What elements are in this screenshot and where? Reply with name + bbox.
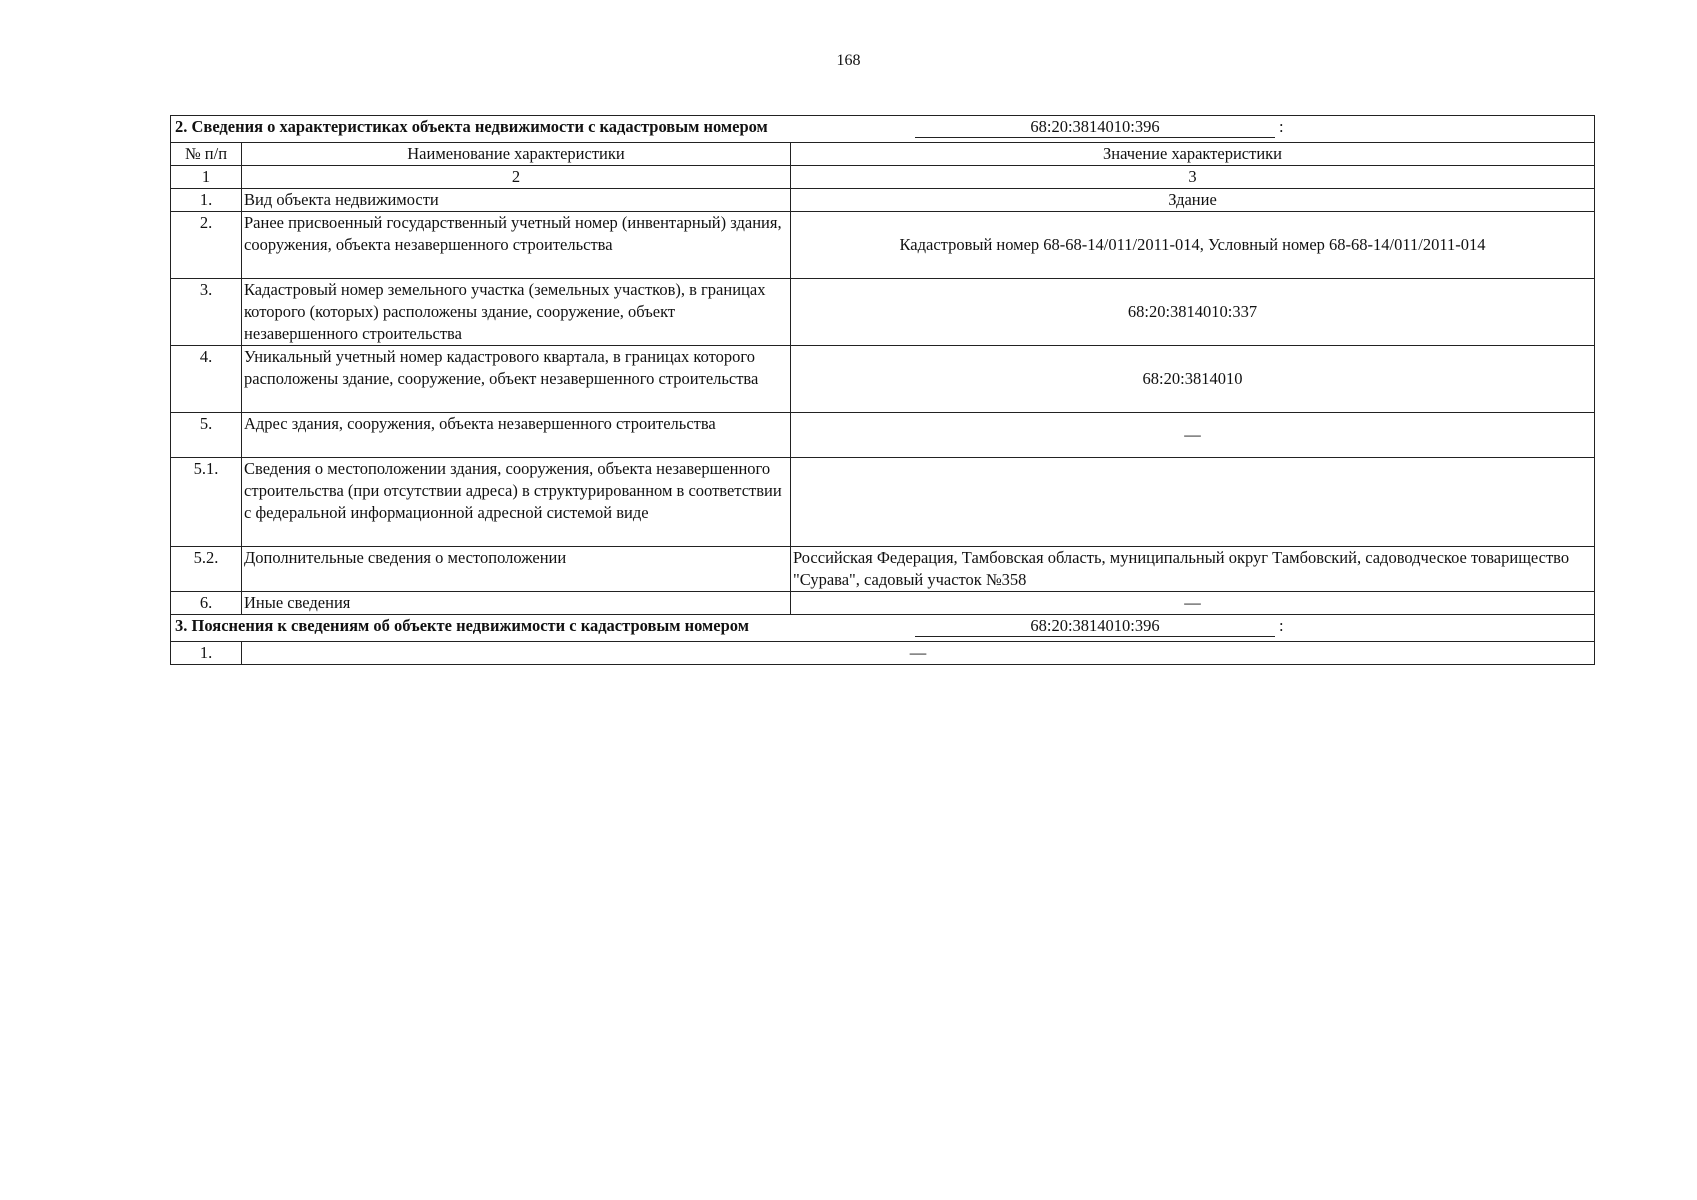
- row-value: [791, 458, 1595, 547]
- row-value: 68:20:3814010:337: [791, 279, 1595, 346]
- table-row: [171, 212, 1595, 279]
- row-value: Здание: [791, 189, 1595, 212]
- row-num: 1.: [171, 189, 242, 212]
- row-num: 3.: [171, 279, 242, 346]
- row-name: Кадастровый номер земельного участка (земельных участков), в границах которого (которых) расположены здание, сооружение, объект незавершенного строительства: [242, 279, 791, 346]
- header-num: № п/п: [171, 143, 242, 166]
- row-name: Уникальный учетный номер кадастрового квартала, в границах которого расположены здание, сооружение, объект незавершенного строительства: [242, 346, 791, 413]
- section-3-title: 3. Пояснения к сведениям об объекте недвижимости с кадастровым номером: [175, 616, 749, 635]
- row-name: Ранее присвоенный государственный учетный номер (инвентарный) здания, сооружения, объекта незавершенного строительства: [242, 212, 791, 279]
- table-row: [171, 346, 1595, 413]
- row-value: Российская Федерация, Тамбовская область, муниципальный округ Тамбовский, садоводческое товарищество "Сурава", садовый участок №358: [791, 547, 1595, 592]
- row-value: 68:20:3814010: [791, 346, 1595, 413]
- page-number: 168: [836, 52, 861, 69]
- row-num: 2.: [171, 212, 242, 279]
- row-name: Вид объекта недвижимости: [242, 189, 791, 212]
- row-name: Иные сведения: [242, 592, 791, 615]
- row-num: 4.: [171, 346, 242, 413]
- section-3-heading: [171, 615, 1595, 642]
- row-value: Кадастровый номер 68-68-14/011/2011-014, Условный номер 68-68-14/011/2011-014: [791, 212, 1595, 279]
- index-value: 3: [791, 166, 1595, 189]
- row-num: 5.1.: [171, 458, 242, 547]
- row-value: —: [791, 592, 1595, 615]
- row-num: 6.: [171, 592, 242, 615]
- table-row: [171, 547, 1595, 592]
- table-row: [171, 413, 1595, 458]
- section-3-kadastr-number: 68:20:3814010:396: [915, 616, 1275, 637]
- table-row: [171, 189, 1595, 212]
- header-name: Наименование характеристики: [242, 143, 791, 166]
- table-row: [171, 279, 1595, 346]
- row-value: —: [242, 642, 1595, 665]
- row-name: Адрес здания, сооружения, объекта незавершенного строительства: [242, 413, 791, 458]
- section-2-colon: :: [1279, 117, 1284, 136]
- section-3-heading-row: [171, 615, 1595, 642]
- row-value: —: [791, 413, 1595, 458]
- table-header-row: [171, 143, 1595, 166]
- table-row: [171, 458, 1595, 547]
- section-2-heading-row: [171, 116, 1595, 143]
- section-2-title: 2. Сведения о характеристиках объекта недвижимости с кадастровым номером: [175, 117, 768, 136]
- cadastral-table: [170, 115, 1595, 665]
- row-name: Дополнительные сведения о местоположении: [242, 547, 791, 592]
- section-2-heading: [171, 116, 1595, 143]
- table-row: [171, 592, 1595, 615]
- section-3-colon: :: [1279, 616, 1284, 635]
- table-row: [171, 642, 1595, 665]
- row-num: 5.: [171, 413, 242, 458]
- row-num: 5.2.: [171, 547, 242, 592]
- row-num: 1.: [171, 642, 242, 665]
- row-name: Сведения о местоположении здания, сооружения, объекта незавершенного строительства (при отсутствии адреса) в структурированном в соответствии с федеральной информационной адресной системой виде: [242, 458, 791, 547]
- index-name: 2: [242, 166, 791, 189]
- column-index-row: [171, 166, 1595, 189]
- section-2-kadastr-number: 68:20:3814010:396: [915, 117, 1275, 138]
- header-value: Значение характеристики: [791, 143, 1595, 166]
- index-num: 1: [171, 166, 242, 189]
